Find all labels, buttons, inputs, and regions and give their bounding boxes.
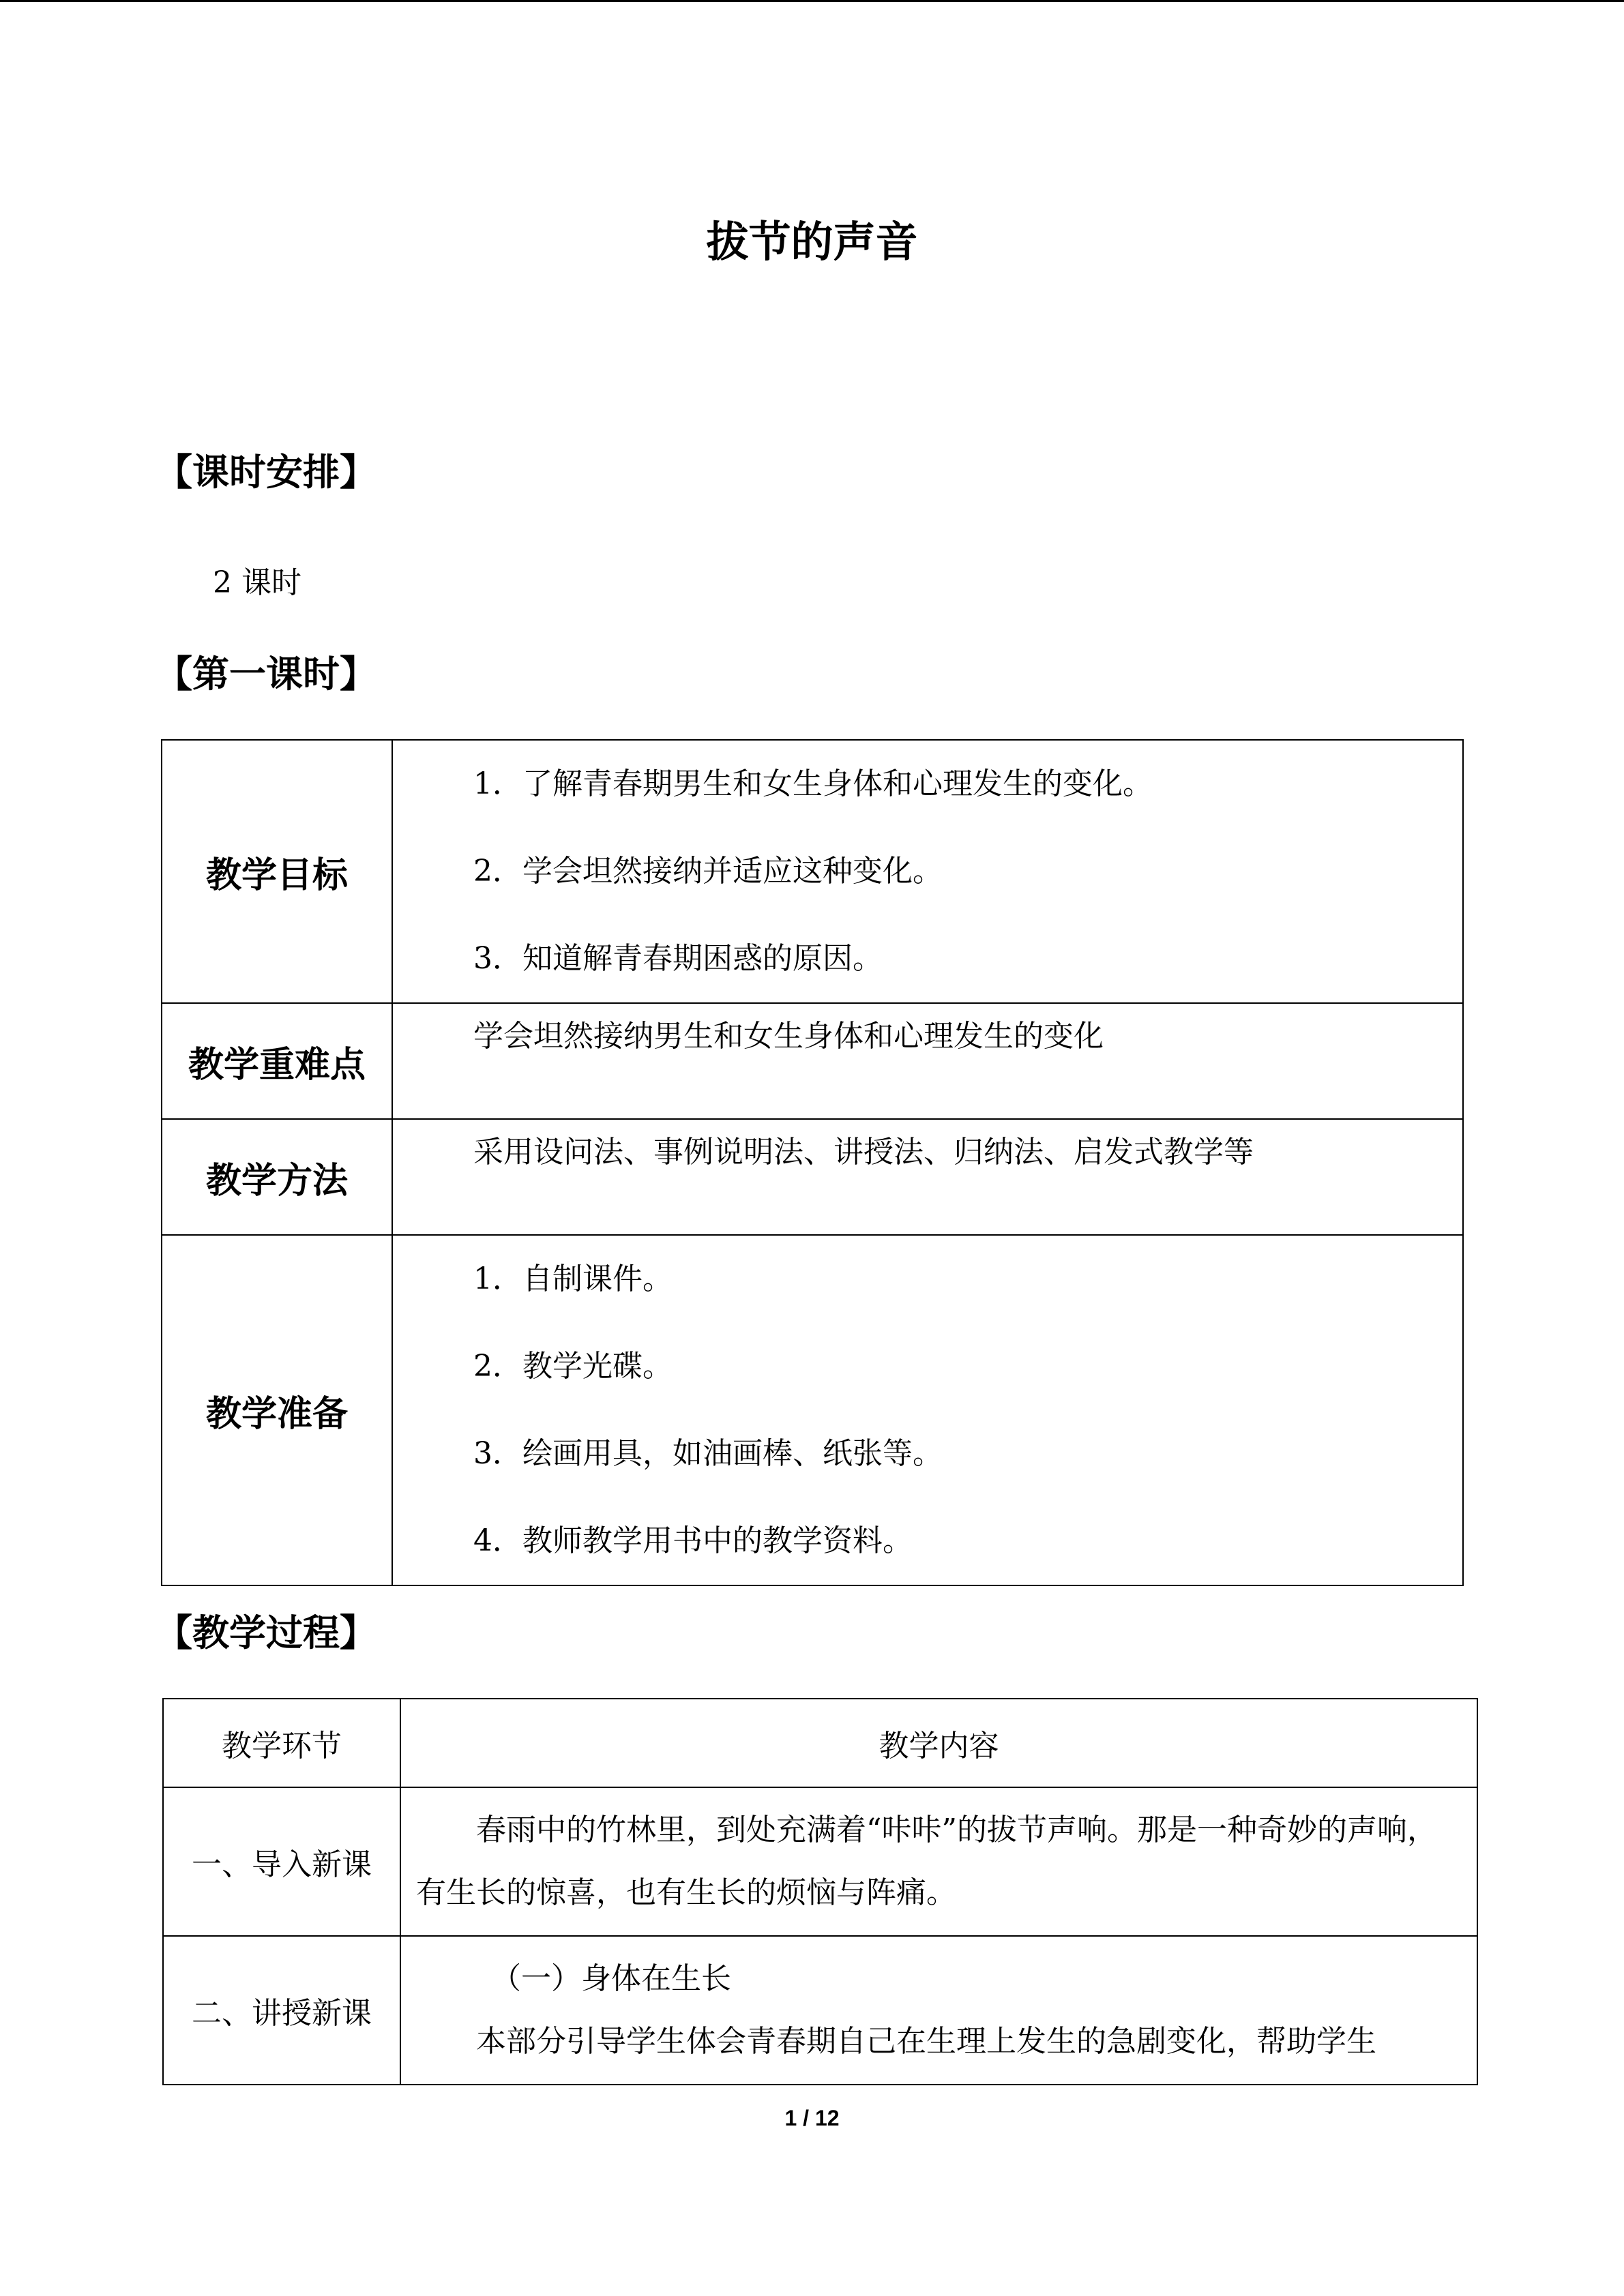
teaching-process-table xyxy=(162,1698,1478,2085)
stage-cell: 一、导入新课 xyxy=(163,1787,400,1936)
table-row xyxy=(162,740,1463,1003)
prep-item: 4．教师教学用书中的教学资料。 xyxy=(473,1523,913,1558)
content-header: 教学内容 xyxy=(400,1699,1477,1787)
content-cell xyxy=(400,1936,1477,2085)
process-heading: 【教学过程】 xyxy=(156,1611,377,1654)
table-row xyxy=(162,1003,1463,1119)
table-row xyxy=(163,1936,1477,2085)
table-header-row xyxy=(163,1699,1477,1787)
keypoints-label: 教学重难点 xyxy=(162,1003,392,1119)
top-border xyxy=(0,0,1624,2)
content-paragraph: 春雨中的竹林里，到处充满着“咔咔”的拔节声响。那是一种奇妙的声响，有生长的惊喜，也有生长的烦恼与阵痛。 xyxy=(416,1813,1437,1910)
goal-item: 1．了解青春期男生和女生身体和心理发生的变化。 xyxy=(473,766,1153,801)
table-row xyxy=(162,1119,1463,1235)
prep-item: 2．教学光碟。 xyxy=(473,1349,673,1384)
goal-item: 2．学会坦然接纳并适应这种变化。 xyxy=(473,854,943,889)
first-lesson-heading: 【第一课时】 xyxy=(156,653,377,696)
content-subheading: （一）身体在生长 xyxy=(491,1961,731,1996)
stage-header: 教学环节 xyxy=(163,1699,400,1787)
stage-cell: 二、讲授新课 xyxy=(163,1936,400,2085)
prep-label: 教学准备 xyxy=(162,1235,392,1585)
goal-item: 3．知道解青春期困惑的原因。 xyxy=(473,941,883,976)
prep-item: 1．自制课件。 xyxy=(473,1262,673,1296)
table-row xyxy=(162,1235,1463,1585)
keypoints-cell: 学会坦然接纳男生和女生身体和心理发生的变化 xyxy=(392,1003,1463,1119)
table-row xyxy=(163,1787,1477,1936)
lesson-overview-table xyxy=(161,739,1464,1586)
page-number: 1 / 12 xyxy=(784,2106,840,2130)
goals-label: 教学目标 xyxy=(162,740,392,1003)
schedule-heading: 【课时安排】 xyxy=(156,451,377,494)
content-cell xyxy=(400,1787,1477,1936)
content-paragraph: 本部分引导学生体会青春期自己在生理上发生的急剧变化，帮助学生 xyxy=(476,2024,1376,2059)
schedule-value: 2 课时 xyxy=(213,565,301,600)
prep-cell xyxy=(392,1235,1463,1585)
methods-cell: 采用设问法、事例说明法、讲授法、归纳法、启发式教学等 xyxy=(392,1119,1463,1235)
methods-label: 教学方法 xyxy=(162,1119,392,1235)
prep-item: 3．绘画用具，如油画棒、纸张等。 xyxy=(473,1436,943,1471)
document-title: 拔节的声音 xyxy=(706,217,918,267)
goals-cell xyxy=(392,740,1463,1003)
